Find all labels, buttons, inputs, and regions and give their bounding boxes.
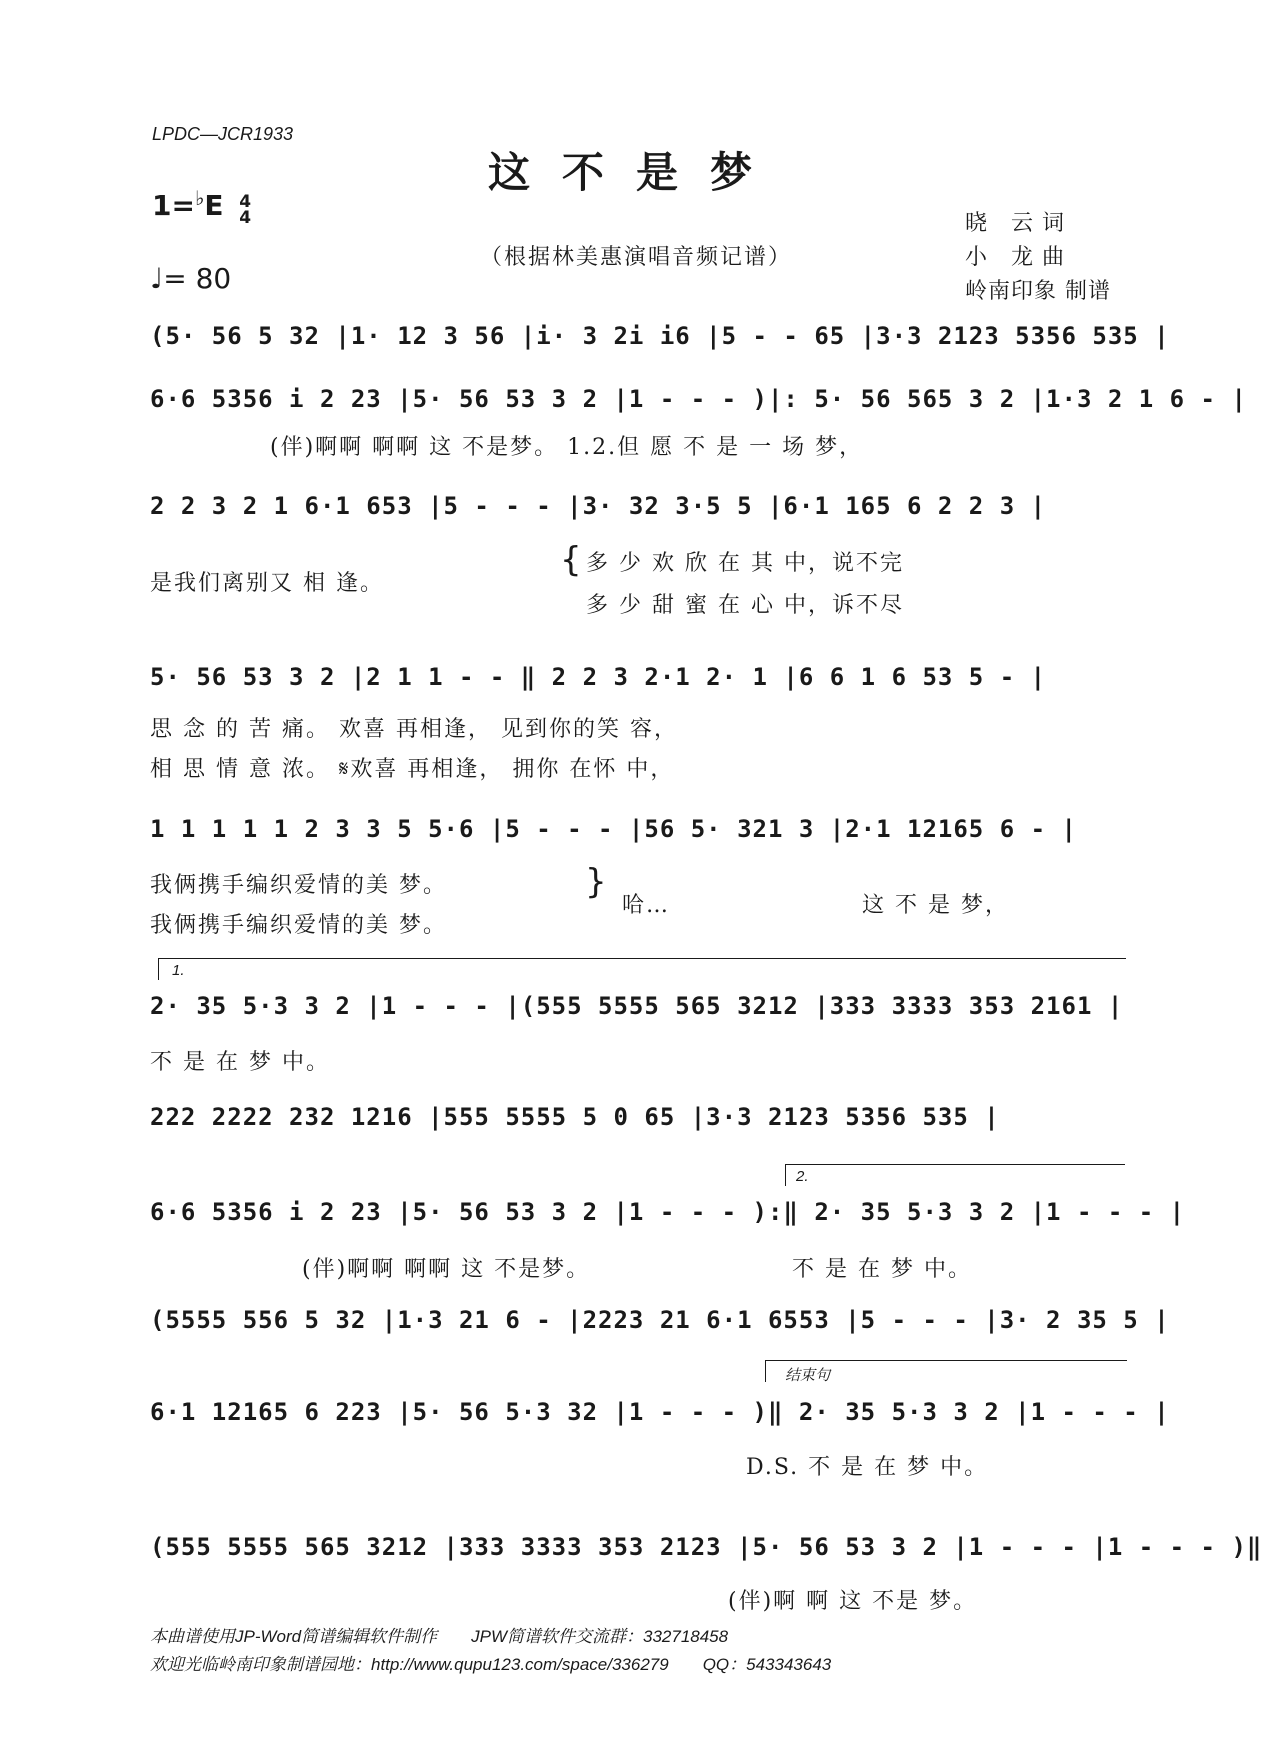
staff-line-10: 6·1 12165 6 223 |5· 56 5·3 32 |1 - - - )‖ 2· 35 5·3 3 2 |1 - - - | xyxy=(150,1398,1170,1426)
lyricist-credit: 晓 云 词 xyxy=(965,211,1065,236)
page-title: 这不是梦 xyxy=(487,148,784,197)
lyric-line-5-verse-2: 我俩携手编织爱情的美 梦。 xyxy=(150,913,447,938)
time-top: 4 xyxy=(239,192,252,212)
coda-bracket xyxy=(765,1360,1127,1361)
volta-2-bracket xyxy=(785,1164,1125,1165)
staff-line-1: (5· 56 5 32 |1· 12 3 56 |i· 3 2i i6 |5 - - 65 |3·3 2123 5356 535 | xyxy=(150,322,1170,350)
lyric-line-3: 是我们离别又 相 逢。 xyxy=(150,571,384,596)
lyric-line-8-end: 不 是 在 梦 中。 xyxy=(792,1257,972,1282)
key-signature xyxy=(152,186,251,226)
volta-1-bracket xyxy=(158,958,1126,959)
lyric-line-3-verse-2: 多 少 甜 蜜 在 心 中，诉不尽 xyxy=(586,593,904,618)
staff-line-11: (555 5555 565 3212 |333 3333 353 2123 |5· 56 53 3 2 |1 - - - |1 - - - )‖ xyxy=(150,1533,1263,1561)
volta-2-tick xyxy=(785,1164,786,1186)
lyric-line-5-verse-1: 我俩携手编织爱情的美 梦。 xyxy=(150,873,447,898)
footer-line-1: 本曲谱使用JP-Word简谱编辑软件制作 JPW简谱软件交流群：332718458 xyxy=(150,1627,729,1646)
time-bottom: 4 xyxy=(239,208,252,228)
lyric-line-5-end: 这 不 是 梦， xyxy=(862,893,1009,918)
verse-brace-2: } xyxy=(585,862,607,902)
score-code: LPDC—JCR1933 xyxy=(152,124,294,144)
staff-line-8: 6·6 5356 i 2 23 |5· 56 53 3 2 |1 - - - ):‖ 2· 35 5·3 3 2 |1 - - - | xyxy=(150,1198,1186,1226)
lyric-line-6: 不 是 在 梦 中。 xyxy=(150,1050,330,1075)
subtitle: （根据林美惠演唱音频记谱） xyxy=(479,245,792,270)
composer-credit: 小 龙 曲 xyxy=(965,245,1065,270)
lyric-line-10: D.S. 不 是 在 梦 中。 xyxy=(746,1455,989,1480)
key-note: E xyxy=(204,189,224,222)
volta-2-label: 2. xyxy=(796,1168,809,1185)
coda-label: 结束句 xyxy=(785,1367,831,1384)
time-signature xyxy=(239,194,251,226)
lyric-line-4-verse-1: 思 念 的 苦 痛。 欢喜 再相逢， 见到你的笑 容， xyxy=(150,717,678,742)
lyric-line-4-verse-2: 相 思 情 意 浓。 𝄋欢喜 再相逢， 拥你 在怀 中， xyxy=(150,757,675,782)
coda-tick xyxy=(765,1360,766,1382)
volta-1-tick xyxy=(158,958,159,980)
staff-line-7: 222 2222 232 1216 |555 5555 5 0 65 |3·3 2123 5356 535 | xyxy=(150,1103,1000,1131)
tempo-value: = 80 xyxy=(163,262,232,295)
staff-line-4: 5· 56 53 3 2 |2 1 1 - - ‖ 2 2 3 2·1 2· 1 |6 6 1 6 53 5 - | xyxy=(150,663,1047,691)
arranger-credit: 岭南印象 制谱 xyxy=(965,279,1111,304)
volta-1-label: 1. xyxy=(172,962,185,979)
quarter-note-icon: ♩ xyxy=(150,262,164,295)
staff-line-2: 6·6 5356 i 2 23 |5· 56 53 3 2 |1 - - - )|: 5· 56 565 3 2 |1·3 2 1 6 - | xyxy=(150,385,1247,413)
key-label: 1= xyxy=(152,189,195,222)
lyric-line-3-verse-1: 多 少 欢 欣 在 其 中，说不完 xyxy=(586,551,904,576)
verse-brace: { xyxy=(560,540,582,580)
footer-line-2: 欢迎光临岭南印象制谱园地：http://www.qupu123.com/space/336279 QQ：543343643 xyxy=(150,1655,832,1674)
flat-sign: ♭ xyxy=(194,186,205,210)
staff-line-9: (5555 556 5 32 |1·3 21 6 - |2223 21 6·1 6553 |5 - - - |3· 2 35 5 | xyxy=(150,1306,1170,1334)
lyric-line-2: (伴)啊啊 啊啊 这 不是梦。 1.2.但 愿 不 是 一 场 梦， xyxy=(270,435,864,460)
lyric-line-11: (伴)啊 啊 这 不是 梦。 xyxy=(728,1589,978,1614)
lyric-line-5-hum: 哈… xyxy=(622,893,671,918)
staff-line-6: 2· 35 5·3 3 2 |1 - - - |(555 5555 565 3212 |333 3333 353 2161 | xyxy=(150,992,1124,1020)
staff-line-5: 1 1 1 1 1 2 3 3 5 5·6 |5 - - - |56 5· 321 3 |2·1 12165 6 - | xyxy=(150,815,1077,843)
staff-line-3: 2 2 3 2 1 6·1 653 |5 - - - |3· 32 3·5 5 |6·1 165 6 2 2 3 | xyxy=(150,492,1047,520)
lyric-line-8: (伴)啊啊 啊啊 这 不是梦。 xyxy=(302,1257,591,1282)
